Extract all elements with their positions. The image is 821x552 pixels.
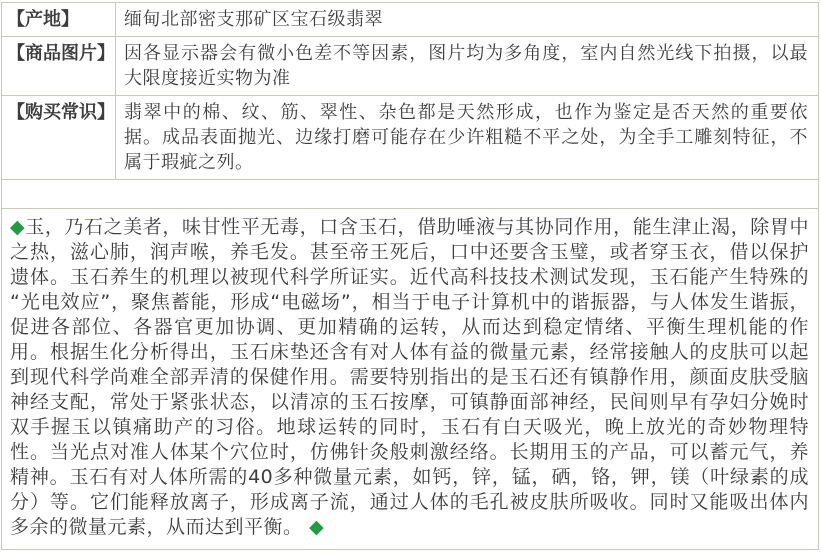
info-row-product-images [2,37,818,96]
product-info-sheet [1,2,819,550]
diamond-icon: ◆ [10,216,26,238]
buying-knowledge-label: 【购买常识】 [2,96,116,179]
empty-row [2,180,818,209]
product-images-value: 因各显示器会有微小色差不等因素，图片均为多角度，室内自然光线下拍摄，以最大限度接近实物为准 [124,43,808,89]
diamond-icon: ◆ [309,516,325,538]
info-row-buying-knowledge [2,96,818,180]
info-row-origin [2,3,818,37]
buying-knowledge-value: 翡翠中的棉、纹、筋、翠性、杂色都是天然形成，也作为鉴定是否天然的重要依据。成品表面抛光、边缘打磨可能存在少许粗糙不平之处，为全手工雕刻特征，不属于瑕疵之列。 [124,102,808,173]
product-images-label: 【商品图片】 [2,37,116,95]
origin-value: 缅甸北部密支那矿区宝石级翡翠 [124,9,383,30]
jade-article [2,209,818,549]
jade-article-text: 玉，乃石之美者，味甘性平无毒，口含玉石，借助唾液与其协同作用，能生津止渴，除胃中之热，滋心肺，润声喉，养毛发。甚至帝王死后，口中还要含玉璧，或者穿玉衣，借以保护遗体。玉石养生的机理以被现代科学所证实。近代高科技技术测试发现，玉石能产生特殊的“光电效应”，聚焦蓄能，形成“电磁场”，相当于电子计算机中的谐振器，与人体发生谐振，促进各部位、各器官更加协调、更加精确的运转，从而达到稳定情绪、平衡生理机能的作用。根据生化分析得出，玉石床垫还含有对人体有益的微量元素，经常接触人的皮肤可以起到现代科学尚难全部弄清的保健作用。需要特别指出的是玉石还有镇静作用，颜面皮肤受脑神经支配，常处于紧张状态，以清凉的玉石按摩，可镇静面部神经，民间则早有孕妇分娩时双手握玉以镇痛助产的习俗。地球运转的同时，玉石有白天吸光，晚上放光的奇妙物理特性。当光点对准人体某个穴位时，仿佛针灸般刺激经络。长期用玉的产品，可以蓄元气，养精神。玉石有对人体所需的40多种微量元素，如钙，锌，锰，硒，铬，钾，镁（叶绿素的成分）等。它们能释放离子，形成离子流，通过人体的毛孔被皮肤所吸收。同时又能吸出体内多余的微量元素，从而达到平衡。 [10,216,809,538]
origin-label: 【产地】 [2,3,116,36]
